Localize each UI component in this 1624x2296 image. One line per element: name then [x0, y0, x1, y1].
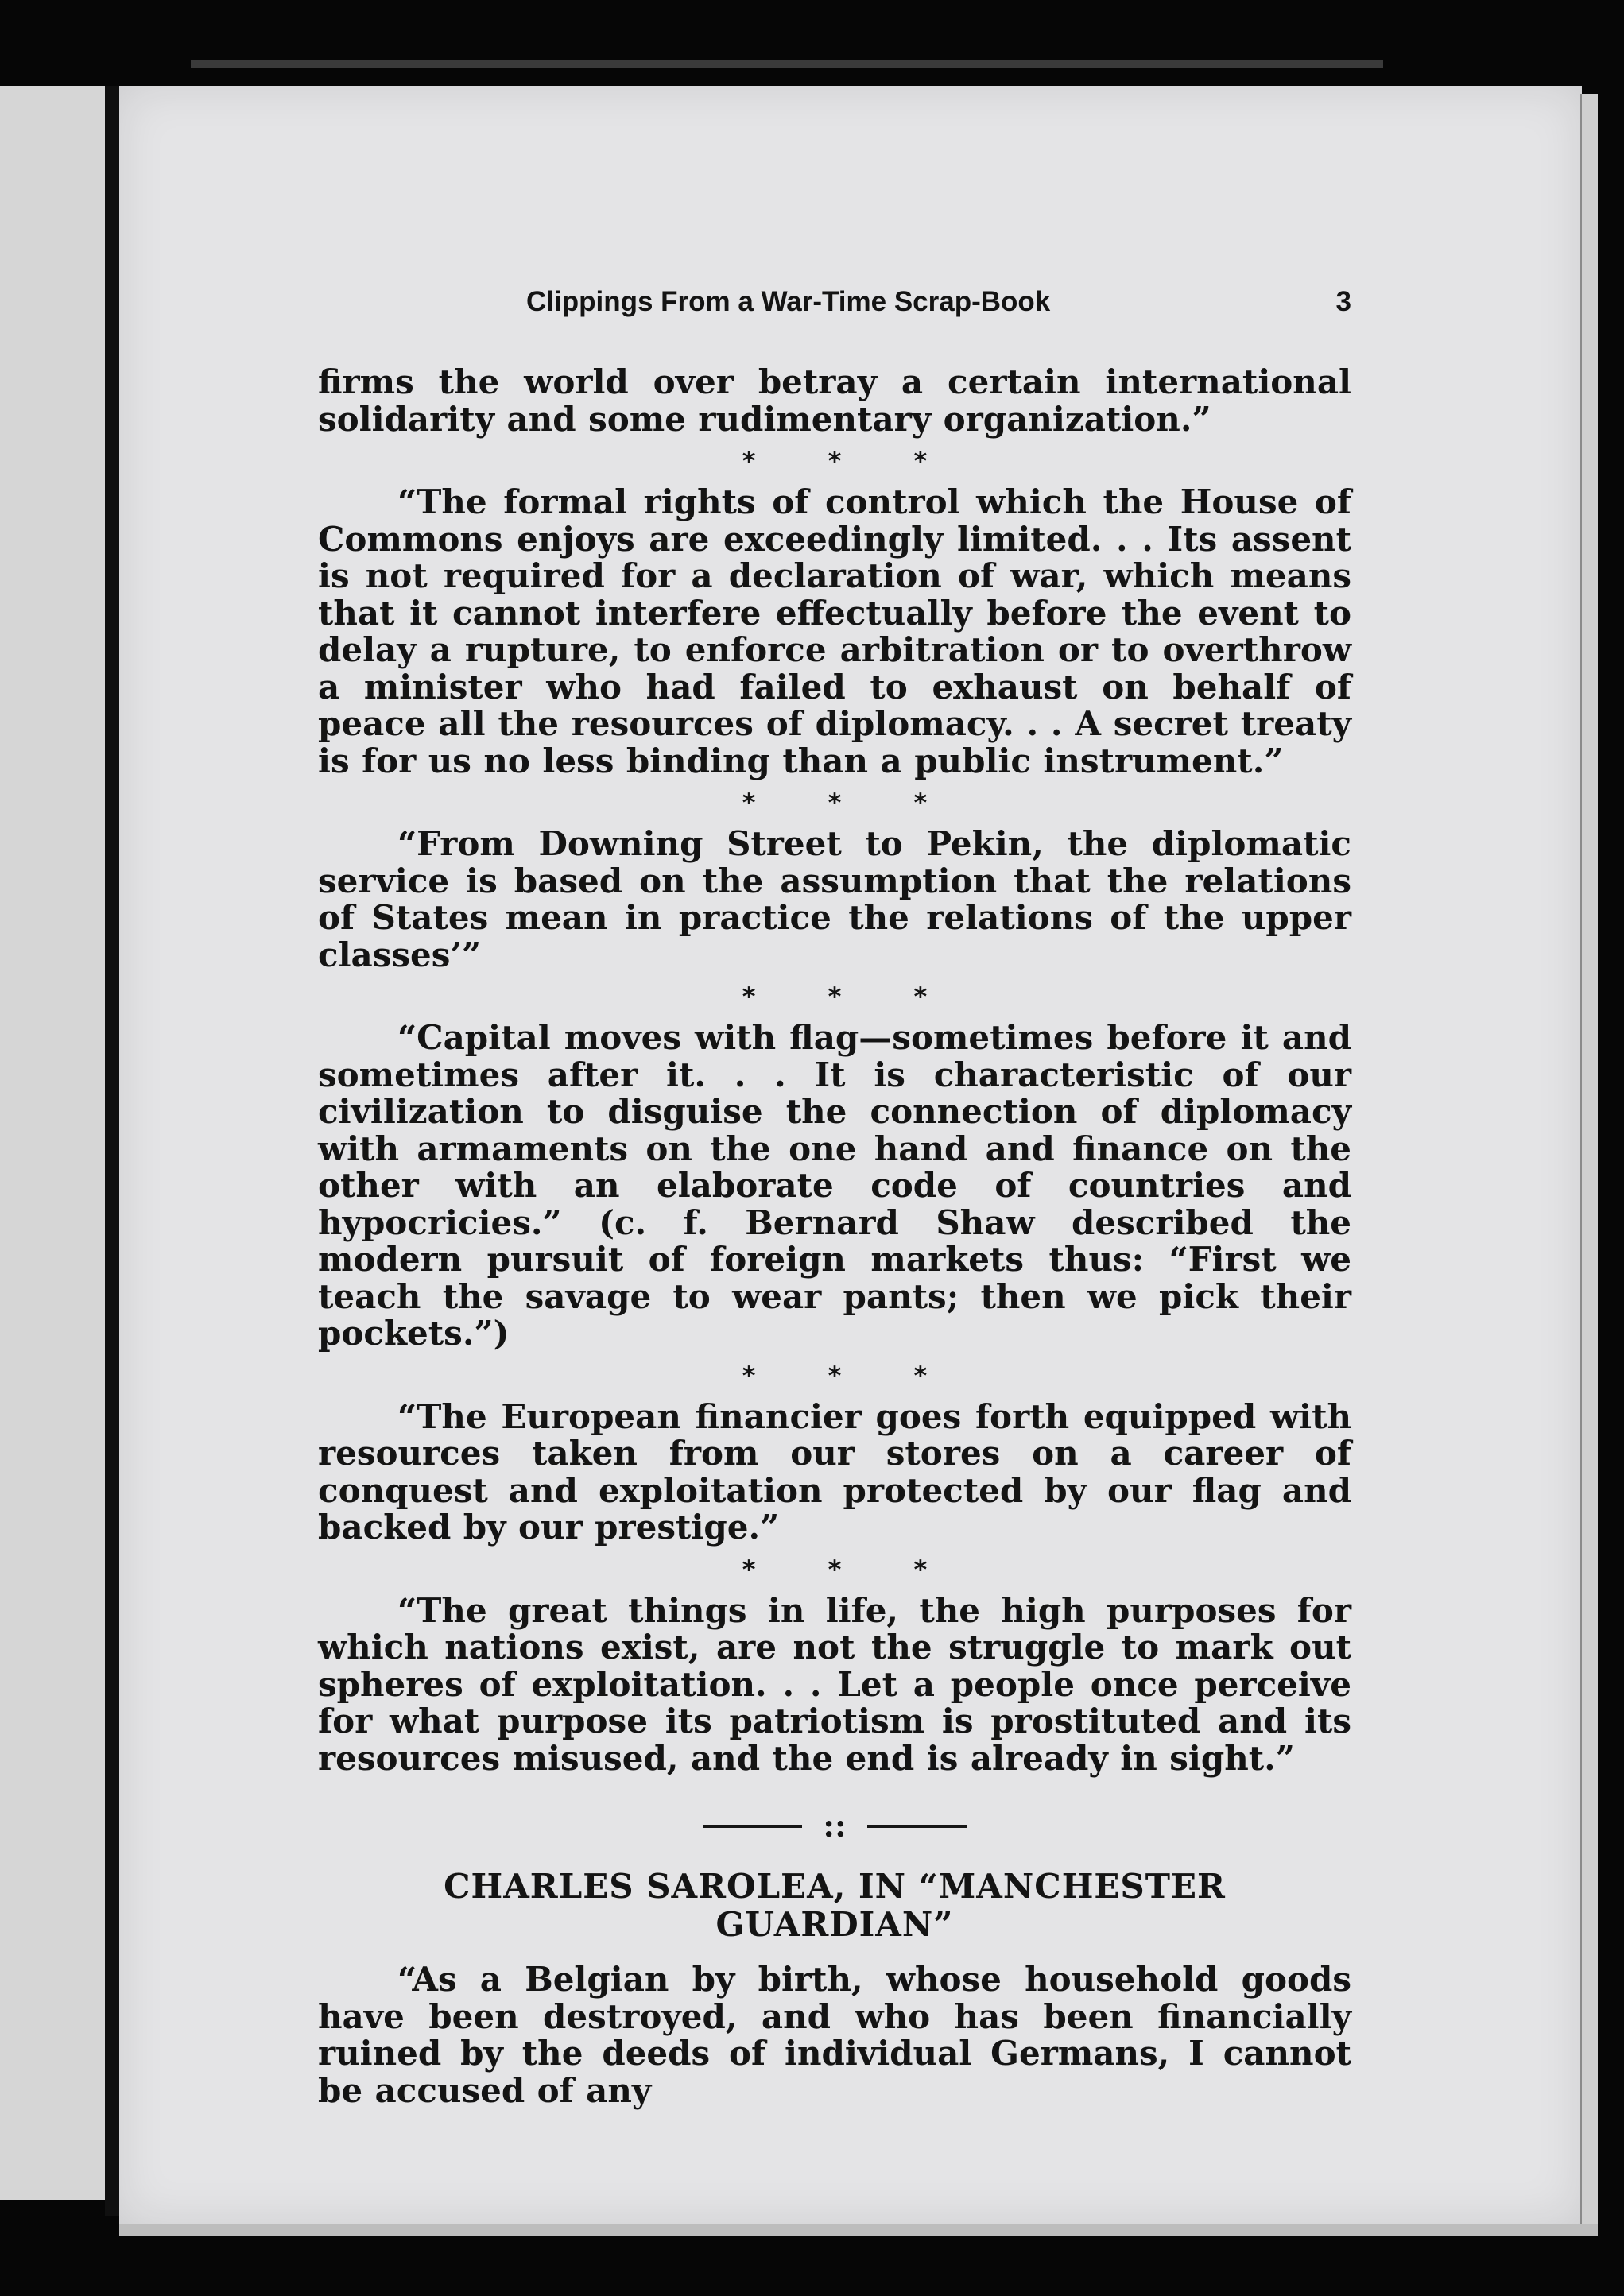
asterism-separator: * * *	[742, 446, 959, 476]
page-number: 3	[1335, 286, 1351, 317]
asterism-separator: * * *	[742, 788, 959, 818]
quote-paragraph: “Capital moves with flag—sometimes before it and sometimes after it. . . It is characteristic of our civilization to disguise the connection of diplomacy with armaments on the one hand and finance on the other with an elaborate code of countries and hypocricies.” (c. f. Bernard Shaw described the modern pursuit of foreign markets thus: “First we teach the savage to wear pants; then we pick their pockets.”)	[318, 1018, 1351, 1353]
divider-rule-left	[703, 1825, 802, 1828]
section-heading-line-1: CHARLES SAROLEA, IN “MANCHESTER	[444, 1867, 1226, 1906]
facing-page-edge	[0, 86, 105, 2200]
paragraph-continuation: firms the world over betray a certain international solidarity and some rudimentary organization.”	[318, 362, 1351, 439]
quote-paragraph: “As a Belgian by birth, whose household goods have been destroyed, and who has been financially ruined by the deeds of individual Germans, I cannot be accused of any	[318, 1960, 1351, 2110]
bottom-page-edge	[119, 2224, 1598, 2236]
section-heading-line-2: GUARDIAN”	[715, 1905, 954, 1944]
asterism-separator: * * *	[742, 982, 959, 1012]
top-page-edge	[191, 60, 1383, 68]
quote-paragraph: “The European financier goes forth equipped with resources taken from our stores on a career of conquest and exploitation protected by our flag and backed by our prestige.”	[318, 1396, 1351, 1547]
running-title: Clippings From a War-Time Scrap-Book	[526, 286, 1051, 317]
book-gutter	[105, 86, 119, 2216]
quote-paragraph: “From Downing Street to Pekin, the diplomatic service is based on the assumption that the relations of States mean in practice the relations of the upper classes’”	[318, 824, 1351, 974]
quote-paragraph: “The formal rights of control which the House of Commons enjoys are exceedingly limited. . . Its assent is not required for a declaration of war, which means that it cannot interfere effectually before the event to delay a rupture, to enforce arbitration or to overthrow a minister who had failed to exhaust on behalf of peace all the resources of diplomacy. . . A secret treaty is for us no less binding than a public instrument.”	[318, 482, 1351, 780]
quote-paragraph: “The great things in life, the high purposes for which nations exist, are not the struggle to mark out spheres of exploitation. . . Let a people once perceive for what purpose its patriotism is prostituted and its resources misused, and the end is already in sight.”	[318, 1590, 1351, 1778]
section-divider	[318, 1796, 1351, 1852]
running-head	[318, 286, 1351, 326]
asterism-separator: * * *	[742, 1554, 959, 1585]
divider-colons: ::	[823, 1807, 847, 1845]
asterism-separator: * * *	[742, 1360, 959, 1391]
section-heading	[318, 1868, 1351, 1944]
right-page-edge	[1580, 94, 1598, 2232]
body-text	[318, 364, 1351, 2109]
divider-rule-right	[867, 1825, 967, 1828]
